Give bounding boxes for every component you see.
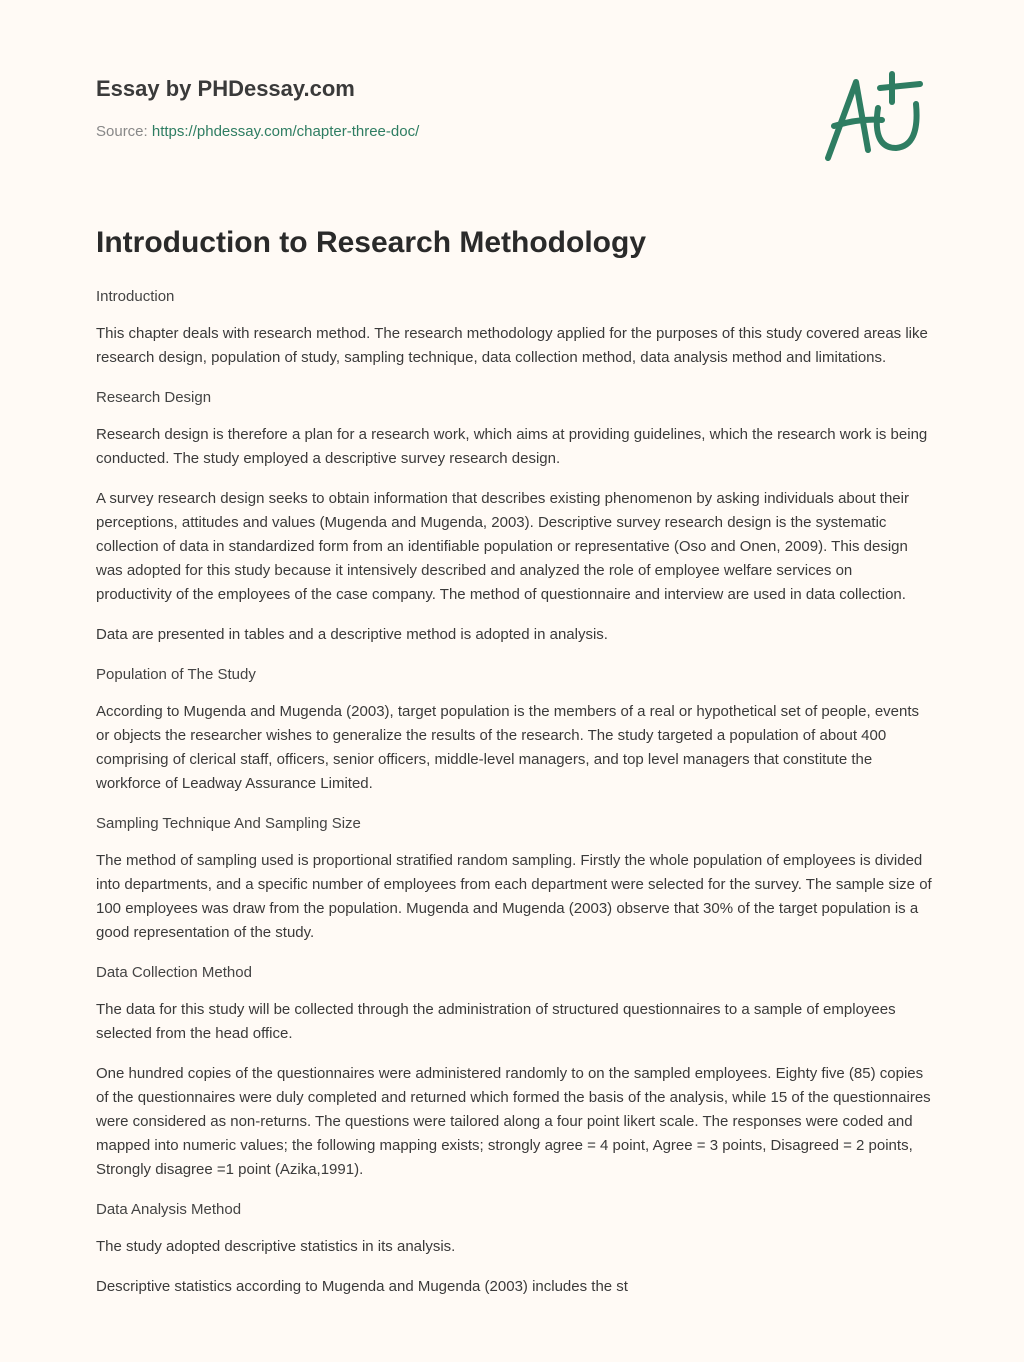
paragraph: The data for this study will be collected through the administration of structured questionnaires to a sample of employees selected from the head office. xyxy=(96,1001,896,1042)
paragraph: A survey research design seeks to obtain information that describes existing phenomenon by asking individuals about their perceptions, attitudes and values (Mugenda and Mugenda, 2003). Descriptive survey research design is the systematic collection of data in standardized form from an identifiable population or representative (Oso and Onen, 2009). This design was adopted for this study because it intensively described and analyzed the role of employee welfare services on productivity of the employees of the case company. The method of questionnaire and interview are used in data collection. xyxy=(96,490,909,603)
paragraph: According to Mugenda and Mugenda (2003), target population is the members of a real or hypothetical set of people, events or objects the researcher wishes to generalize the results of the research. The study targeted a population of about 400 comprising of clerical staff, officers, senior officers, middle-level managers, and top level managers that constitute the workforce of Leadway Assurance Limited. xyxy=(96,703,920,792)
paragraph: Data are presented in tables and a descriptive method is adopted in analysis. xyxy=(96,626,608,643)
section-heading: Data Collection Method xyxy=(96,964,252,981)
a-plus-logo-icon xyxy=(820,68,930,164)
source-label: Source: xyxy=(96,123,148,140)
page-title: Introduction to Research Methodology xyxy=(96,226,647,259)
section-heading: Data Analysis Method xyxy=(96,1201,242,1218)
essay-body xyxy=(96,285,932,1315)
section-heading: Introduction xyxy=(96,288,175,305)
source-line xyxy=(96,123,419,140)
paragraph: This chapter deals with research method. The research methodology applied for the purposes of this study covered areas like research design, population of study, sampling technique, data collection method, data analysis method and limitations. xyxy=(96,325,928,366)
paragraph: Descriptive statistics according to Mugenda and Mugenda (2003) includes the st xyxy=(96,1278,628,1295)
paragraph: The study adopted descriptive statistics in its analysis. xyxy=(96,1238,456,1255)
paragraph: One hundred copies of the questionnaires were administered randomly to on the sampled employees. Eighty five (85) copies of the questionnaires were duly completed and returned which formed the basis of the analysis, while 15 of the questionnaires were considered as non-returns. The questions were tailored along a four point likert scale. The responses were coded and mapped into numeric values; the following mapping exists; strongly agree = 4 point, Agree = 3 points, Disagreed = 2 points, Strongly disagree =1 point (Azika,1991). xyxy=(96,1065,931,1178)
paragraph: The method of sampling used is proportional stratified random sampling. Firstly the whole population of employees is divided into departments, and a specific number of employees from each department were selected for the survey. The sample size of 100 employees was draw from the population. Mugenda and Mugenda (2003) observe that 30% of the target population is a good representation of the study. xyxy=(96,852,932,941)
site-brand: Essay by PHDessay.com xyxy=(96,76,355,101)
paragraph: Research design is therefore a plan for a research work, which aims at providing guidelines, which the research work is being conducted. The study employed a descriptive survey research design. xyxy=(96,426,928,467)
source-link[interactable]: https://phdessay.com/chapter-three-doc/ xyxy=(151,123,420,140)
section-heading: Research Design xyxy=(96,389,212,406)
section-heading: Sampling Technique And Sampling Size xyxy=(96,815,361,832)
section-heading: Population of The Study xyxy=(96,666,256,683)
